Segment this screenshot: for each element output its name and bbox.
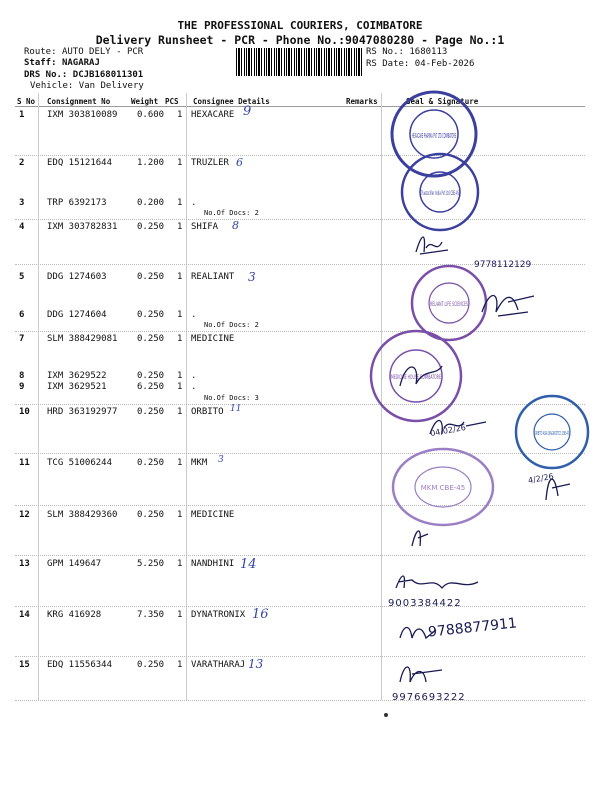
row-pcs: 1 [177,222,183,232]
row-consignee: VARATHARAJ [191,660,246,670]
col-sno: S No [17,97,36,106]
row-weight: 0.250 [137,510,165,520]
row-sno: 14 [19,610,30,620]
row-sno: 11 [19,458,30,468]
row-pcs: 1 [177,559,183,569]
stamp-truzler [398,150,482,234]
row-sno: 10 [19,407,30,417]
signature-scribble [408,520,432,550]
rs-date-line [366,59,474,69]
col-remarks: Remarks [346,97,378,106]
row-consignee: . [191,371,197,381]
col-signature: Seal & Signature [406,97,479,106]
signature-scribble [396,658,446,688]
vehicle-label: Vehicle: [30,81,74,91]
row-weight: 0.250 [137,334,165,344]
handwritten-mark: 13 [248,657,264,671]
handwritten-phone: 9788877911 [427,615,518,641]
handwritten-date: 04/02/26 [429,422,467,439]
stamp-mkm-text: MKM CBE-45 [420,484,466,492]
row-weight: 6.250 [137,382,165,392]
document-subtitle: Delivery Runsheet - PCR - Phone No.:9047080280 - Page No.:1 [95,33,505,47]
row-sno: 12 [19,510,30,520]
handwritten-mark: 16 [252,607,269,622]
row-pcs: 1 [177,407,183,417]
staff-line [24,58,100,68]
row-pcs: 1 [177,610,183,620]
signature-scribble [398,620,438,644]
handwritten-mark: 11 [230,404,242,414]
handwritten-mark: 8 [232,219,239,232]
route-line [24,47,143,57]
row-sno: 6 [19,310,25,320]
row-weight: 5.250 [137,559,165,569]
col-divider [186,93,187,700]
row-pcs: 1 [177,110,183,120]
row-consignment: IXM 3629521 [47,382,107,392]
stamp-hexacare-text: HEXACARE PHARMA PVT LTD COIMBATORE [412,132,456,140]
row-sno: 5 [19,272,25,282]
rs-date-value: 04-Feb-2026 [414,59,475,69]
row-weight: 1.200 [137,158,165,168]
row-consignee: . [191,310,197,320]
route-label: Route: [24,47,57,57]
row-sno: 7 [19,334,25,344]
row-separator [15,606,585,607]
handwritten-mark: 3 [218,455,224,465]
staff-value: NAGARAJ [61,58,100,68]
row-weight: 0.600 [137,110,165,120]
row-doc-count: No.Of Docs: 2 [204,209,259,217]
ink-dot [384,713,388,717]
stamp-truzler-text: Truezschler India Pvt Ltd CBE-45 [420,190,460,197]
signature-scribble [540,466,576,504]
row-pcs: 1 [177,510,183,520]
row-separator [15,555,585,556]
row-separator [15,453,585,454]
row-pcs: 1 [177,382,183,392]
row-pcs: 1 [177,458,183,468]
stamp-orbito-text: ORBITO ASIA DIAGNOSTICS CBE-45 [535,431,570,437]
row-consignee: NANDHINI [191,559,235,569]
handwritten-phone: 9976693222 [392,692,466,703]
row-consignment: TCG 51006244 [47,458,113,468]
col-weight: Weight [131,97,159,106]
row-separator [15,700,585,701]
row-consignment: GPM 149647 [47,559,102,569]
row-sno: 4 [19,222,25,232]
vehicle-line [30,81,144,91]
handwritten-mark: 3 [248,270,256,284]
row-weight: 7.350 [137,610,165,620]
row-consignee: HEXACARE [191,110,235,120]
row-pcs: 1 [177,198,183,208]
signature-scribble [392,568,482,596]
row-separator [15,219,585,220]
stamp-reliant-text: RELIANT LIFE SCIENCES [430,301,469,308]
row-consignment: IXM 303782831 [47,222,118,232]
row-consignee: DYNATRONIX [191,610,246,620]
row-weight: 0.250 [137,458,165,468]
row-sno: 1 [19,110,25,120]
signature-scribble [412,228,452,258]
drs-value: DCJB168011301 [72,70,144,80]
row-consignee: . [191,198,197,208]
row-consignee: ORBITO [191,407,224,417]
rs-date-label: RS Date: [366,59,410,69]
handwritten-mark: 9 [243,104,252,119]
route-value: AUTO DELY - PCR [61,47,144,57]
stamp-medicine-text: MEDICINE HOUSE COIMBATORE [391,374,442,381]
document-title: THE PROFESSIONAL COURIERS, COIMBATORE [177,19,423,32]
row-pcs: 1 [177,310,183,320]
row-pcs: 1 [177,334,183,344]
rs-no-label: RS No.: [366,47,404,57]
row-consignment: EDQ 11556344 [47,660,113,670]
row-weight: 0.250 [137,310,165,320]
row-separator [15,331,585,332]
row-weight: 0.250 [137,371,165,381]
row-separator [15,404,585,405]
barcode [236,48,362,76]
stamp-mkm [388,444,498,530]
row-consignee: . [191,382,197,392]
row-weight: 0.200 [137,198,165,208]
drs-label: DRS No.: [24,70,68,80]
row-consignee: MEDICINE [191,510,235,520]
row-consignment: SLM 388429081 [47,334,118,344]
handwritten-phone: 9778112129 [474,260,532,270]
drs-line [24,70,143,80]
row-separator [15,656,585,657]
handwritten-date: 4/2/26 [527,471,555,486]
row-sno: 3 [19,198,25,208]
row-consignment: HRD 363192977 [47,407,118,417]
col-divider [38,93,39,700]
handwritten-mark: 14 [240,557,257,572]
row-pcs: 1 [177,158,183,168]
handwritten-phone: 9003384422 [388,598,462,609]
row-consignment: DDG 1274604 [47,310,107,320]
row-consignee: SHIFA [191,222,219,232]
row-consignment: IXM 3629522 [47,371,107,381]
signature-scribble [478,282,538,322]
signature-scribble [396,356,446,392]
header-rule [15,106,585,107]
handwritten-mark: 6 [236,156,243,169]
row-consignment: TRP 6392173 [47,198,107,208]
row-consignment: KRG 416928 [47,610,102,620]
row-consignment: DDG 1274603 [47,272,107,282]
stamp-orbito [512,392,592,472]
row-sno: 2 [19,158,25,168]
row-pcs: 1 [177,660,183,670]
signature-scribble [428,410,488,440]
row-consignment: EDQ 15121644 [47,158,113,168]
vehicle-value: Van Delivery [78,81,144,91]
row-weight: 0.250 [137,660,165,670]
col-pcs: PCS [165,97,179,106]
row-pcs: 1 [177,371,183,381]
row-sno: 8 [19,371,25,381]
col-consignment: Consignment No [47,97,111,106]
row-sno: 13 [19,559,30,569]
row-consignee: MKM [191,458,208,468]
rs-no-value: 1680113 [409,47,448,57]
row-weight: 0.250 [137,272,165,282]
row-consignee: REALIANT [191,272,235,282]
row-doc-count: No.Of Docs: 3 [204,394,259,402]
col-consignee: Consignee Details [193,97,270,106]
row-consignment: IXM 303810089 [47,110,118,120]
row-weight: 0.250 [137,407,165,417]
row-consignee: MEDICINE [191,334,235,344]
row-sno: 9 [19,382,25,392]
staff-label: Staff: [24,58,57,68]
row-weight: 0.250 [137,222,165,232]
row-doc-count: No.Of Docs: 2 [204,321,259,329]
row-consignee: TRUZLER [191,158,229,168]
row-separator [15,155,585,156]
row-sno: 15 [19,660,30,670]
row-consignment: SLM 388429360 [47,510,118,520]
rs-no-line [366,47,447,57]
row-separator [15,505,585,506]
row-pcs: 1 [177,272,183,282]
